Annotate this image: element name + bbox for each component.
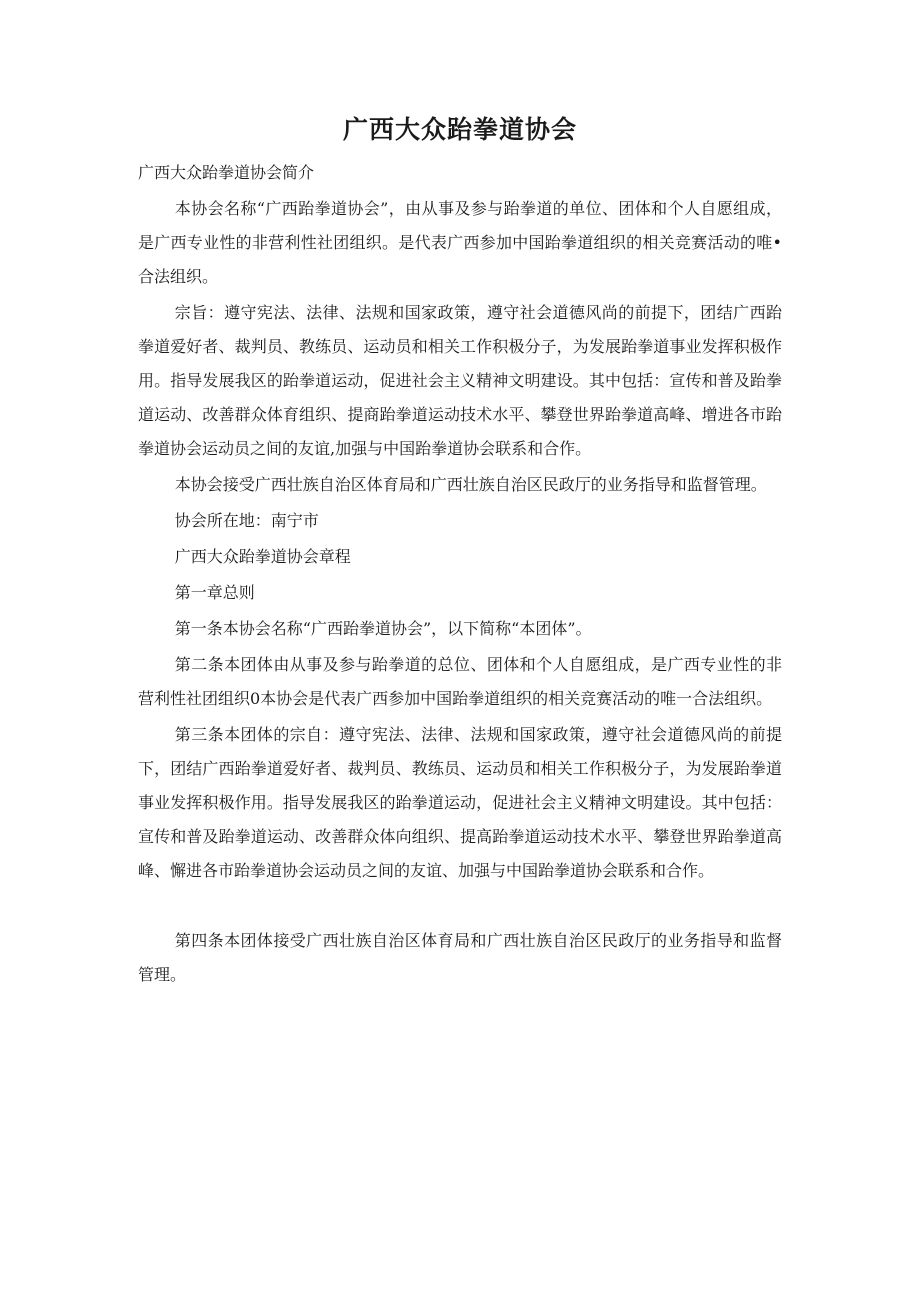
document-title: 广西大众跆拳道协会: [342, 115, 577, 144]
article-3: 第三条本团体的宗自：遵守宪法、法律、法规和国家政策，遵守社会道德风尚的前提下，团结广西跆拳道爱好者、裁判员、教练员、运动员和相关工作积极分子，为发展跆拳道事业发挥积极作用。指导发展我区的跆拳道运动，促进社会主义精神文明建设。其中包括：宣传和普及跆拳道运动、改善群众体向组织、提高跆拳道运动技术水平、攀登世界跆拳道高峰、懈进各市跆拳道协会运动员之间的友谊、加强与中国跆拳道协会联系和合作。: [138, 725, 782, 880]
article-4: 第四条本团体接受广西壮族自治区体育局和广西壮族自治区民政厅的业务指导和监督管理。: [138, 931, 782, 984]
document-body: [138, 156, 782, 992]
paragraph-association-name: 本协会名称“广西跆拳道协会”，由从事及参与跆拳道的单位、团体和个人自愿组成，是广西专业性的非营利性社团组织。是代表广西参加中国跆拳道组织的相关竞赛活动的唯•合法组织。: [138, 199, 782, 286]
paragraph-location: 协会所在地：南宁市: [174, 511, 319, 530]
chapter-heading-general: 第一章总则: [174, 583, 255, 602]
section-heading-charter: 广西大众跆拳道协会章程: [174, 547, 351, 566]
paragraph-purpose: 宗旨：遵守宪法、法律、法规和国家政策，遵守社会道德风尚的前提下，团结广西跆拳道爱好者、裁判员、教练员、运动员和相关工作积极分子，为发展跆拳道事业发挥积极作用。指导发展我区的跆拳道运动，促进社会主义精神文明建设。其中包括：宣传和普及跆拳道运动、改善群众体育组织、提商跆拳道运动技术水平、攀登世界跆拳道高峰、增进各市跆拳道协会运动员之间的友谊,加强与中国跆拳道协会联系和合作。: [138, 303, 782, 458]
article-1: 第一条本协会名称“广西跆拳道协会”，以下简称“本团体”。: [174, 619, 592, 638]
article-2: 第二条本团体由从事及参与跆拳道的总位、团体和个人自愿组成，是广西专业性的非营利性社团组织0本协会是代表广西参加中国跆拳道组织的相关竞赛活动的唯一合法组织。: [138, 655, 782, 708]
section-heading-intro: 广西大众跆拳道协会简介: [138, 163, 315, 182]
paragraph-supervision: 本协会接受广西壮族自治区体育局和广西壮族自治区民政厅的业务指导和监督管理。: [174, 475, 767, 494]
